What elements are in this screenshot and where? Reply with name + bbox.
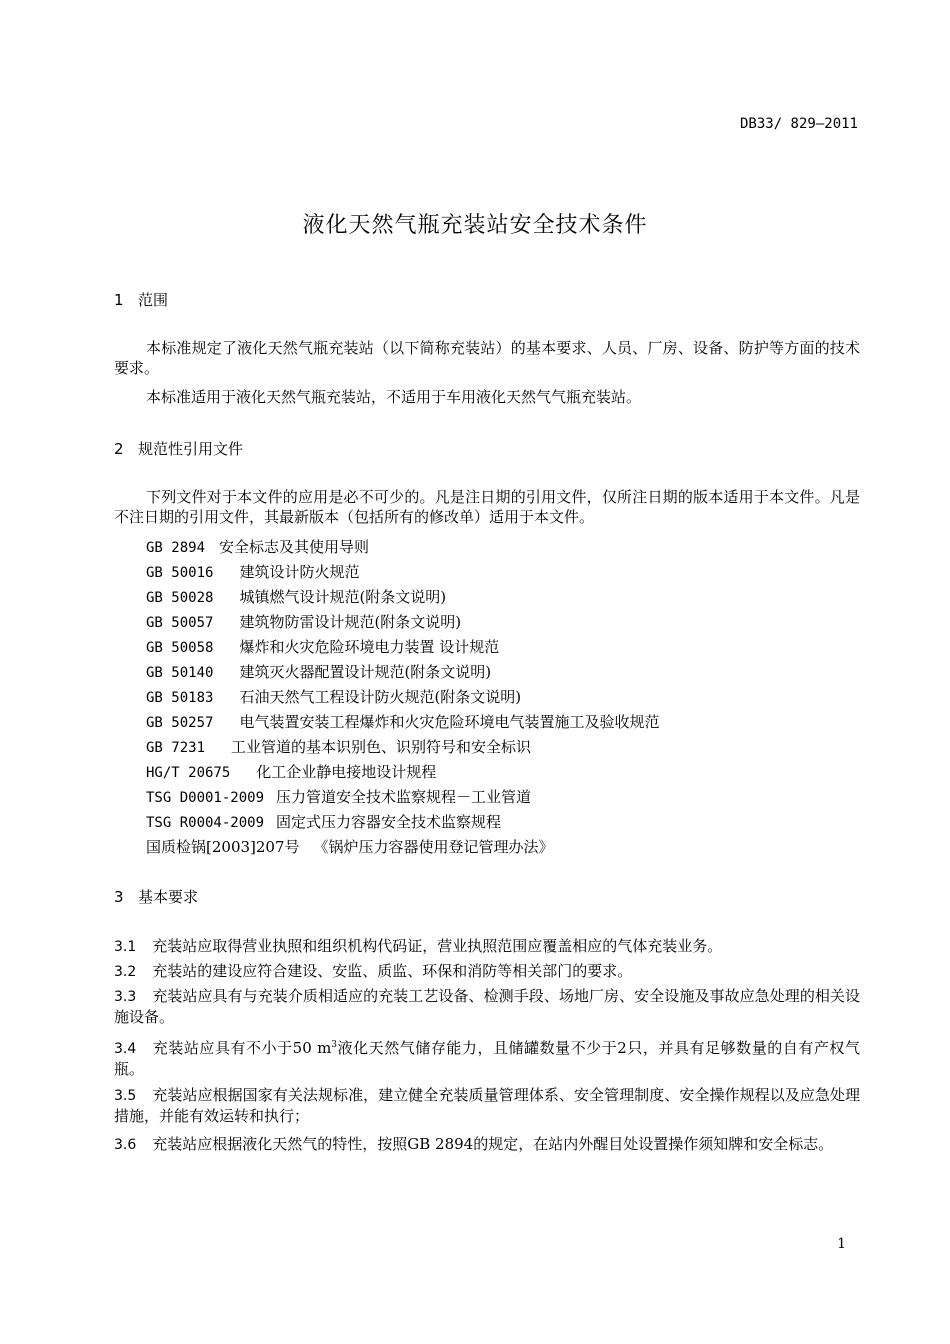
clause-3-5 [114,1085,860,1126]
clause-number: 3.2 [114,964,137,980]
reference-item [146,637,499,658]
reference-item [146,787,531,808]
reference-code: GB 50058 [146,640,214,656]
section-title: 范围 [138,291,169,309]
section-2-heading [114,438,243,459]
superscript: 3 [331,1040,338,1050]
clause-text: 充装站应根据国家有关法规标准，建立健全充装质量管理体系、安全管理制度、安全操作规程以及应急处理措施，并能有效运转和执行； [114,1086,860,1125]
clause-3-2 [114,961,860,982]
reference-item [146,762,436,783]
section-1-heading [114,289,168,310]
clause-number: 3.4 [114,1041,137,1057]
reference-item [146,662,491,683]
reference-title: 化工企业静电接地设计规程 [256,763,437,781]
reference-code: GB 50183 [146,690,214,706]
reference-code: TSG D0001-2009 [146,790,265,806]
clause-number: 3.3 [114,989,137,1005]
reference-item [146,687,521,708]
reference-code: 国质检锅[2003]207号 [146,838,300,856]
reference-title: 固定式压力容器安全技术监察规程 [276,813,502,831]
clause-text: 充装站应具有不小于50 m [152,1039,332,1057]
reference-title: 建筑物防雷设计规范(附条文说明) [239,613,462,631]
reference-code: GB 50057 [146,615,214,631]
clause-text: 充装站应具有与充装介质相适应的充装工艺设备、检测手段、场地厂房、安全设施及事故应急处理的相关设施设备。 [114,987,860,1026]
document-title: 液化天然气瓶充装站安全技术条件 [302,213,648,238]
reference-title: 石油天然气工程设计防火规范(附条文说明) [239,688,522,706]
reference-item [146,837,554,857]
reference-code: TSG R0004-2009 [146,815,265,831]
reference-code: GB 7231 [146,740,206,756]
reference-title: 爆炸和火灾危险环境电力装置 设计规范 [239,638,500,656]
reference-code: GB 50140 [146,665,214,681]
clause-number: 3.6 [114,1137,137,1153]
clause-text: 液化天然气储存能力，且储罐数量不少于2只，并具有足够数量的自有产权气瓶。 [114,1039,860,1078]
reference-item [146,712,659,733]
paragraph: 本标准适用于液化天然气瓶充装站，不适用于车用液化天然气气瓶充装站。 [146,388,642,406]
reference-code: HG/T 20675 [146,765,231,781]
reference-title: 《锅炉压力容器使用登记管理办法》 [313,838,554,856]
reference-item [146,612,461,633]
clause-number: 3.1 [114,939,137,955]
reference-title: 建筑设计防火规范 [239,563,360,581]
clause-text: 充装站应根据液化天然气的特性，按照GB 2894的规定，在站内外醒目处设置操作须知牌和安全标志。 [152,1135,834,1153]
section-title: 基本要求 [138,888,199,906]
reference-title: 电气装置安装工程爆炸和火灾危险环境电气装置施工及验收规范 [239,713,660,731]
paragraph: 本标准规定了液化天然气瓶充装站（以下简称充装站）的基本要求、人员、厂房、设备、防护等方面的技术要求。 [114,339,860,377]
reference-title: 工业管道的基本识别色、识别符号和安全标识 [231,738,532,756]
clause-3-6 [114,1134,860,1155]
reference-code: GB 50257 [146,715,214,731]
reference-item [146,587,446,608]
reference-title: 城镇燃气设计规范(附条文说明) [239,588,447,606]
clause-text: 充装站的建设应符合建设、安监、质监、环保和消防等相关部门的要求。 [152,962,633,980]
section-title: 规范性引用文件 [138,440,244,458]
clause-text: 充装站应取得营业执照和组织机构代码证，营业执照范围应覆盖相应的气体充装业务。 [152,937,723,955]
section-3-heading [114,886,198,907]
section-number: 3 [114,888,124,906]
reference-title: 压力管道安全技术监察规程－工业管道 [276,788,532,806]
clause-3-1 [114,936,860,957]
reference-title: 建筑灭火器配置设计规范(附条文说明) [239,663,492,681]
reference-item [146,562,359,583]
reference-item [146,737,531,758]
reference-code: GB 2894 [146,540,206,556]
section-number: 1 [114,291,124,309]
clause-3-3 [114,986,860,1027]
page-number: 1 [837,1236,846,1252]
section-number: 2 [114,440,124,458]
paragraph: 下列文件对于本文件的应用是必不可少的。凡是注日期的引用文件，仅所注日期的版本适用于本文件。凡是不注日期的引用文件，其最新版本（包括所有的修改单）适用于本文件。 [114,488,860,526]
document-code-header: DB33/ 829—2011 [739,116,858,132]
reference-code: GB 50016 [146,565,214,581]
reference-title: 安全标志及其使用导则 [219,538,370,556]
reference-code: GB 50028 [146,590,214,606]
clause-number: 3.5 [114,1088,137,1104]
reference-item [146,812,501,833]
clause-3-4 [114,1035,860,1079]
reference-item [146,537,369,558]
